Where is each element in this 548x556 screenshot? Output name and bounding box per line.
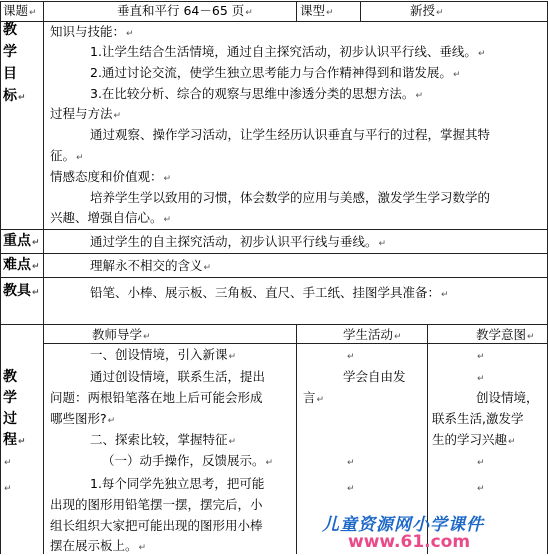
column-header-intent: 教学意图↵ [476,327,535,342]
type-value: 新授↵ [410,3,444,18]
type-label: 课型↵ [300,3,334,18]
tools-text: 铅笔、小棒、展示板、三角板、直尺、手工纸、挂图学具准备：↵ [90,285,449,300]
watermark-text: 儿童资源网小学课件 [322,515,484,535]
table-rule [0,324,548,325]
table-rule [0,229,548,230]
key-point-text: 通过学生的自主探究活动，初步认识平行线与垂线。↵ [90,234,387,249]
table-col-rule [43,1,44,554]
table-col-rule [360,1,361,21]
key-point-label: 重点↵ [3,233,40,249]
table-rule [0,253,548,254]
column-header-teacher: 教师导学↵ [92,327,151,342]
table-border-top [0,1,548,2]
column-header-student: 学生活动↵ [343,327,402,342]
watermark-url: www.61.com [348,532,471,552]
topic-value: 垂直和平行 64－65 页↵ [117,3,253,18]
table-border-left [0,1,1,554]
watermark-logo [322,510,548,554]
topic-label: 课题↵ [3,3,37,18]
tools-label: 教具↵ [3,283,40,299]
table-rule [0,277,548,278]
table-col-rule [296,324,297,554]
difficulty-label: 难点↵ [3,257,40,273]
table-rule [0,21,548,22]
table-col-rule [296,1,297,21]
difficulty-text: 理解永不相交的含义↵ [90,258,212,273]
